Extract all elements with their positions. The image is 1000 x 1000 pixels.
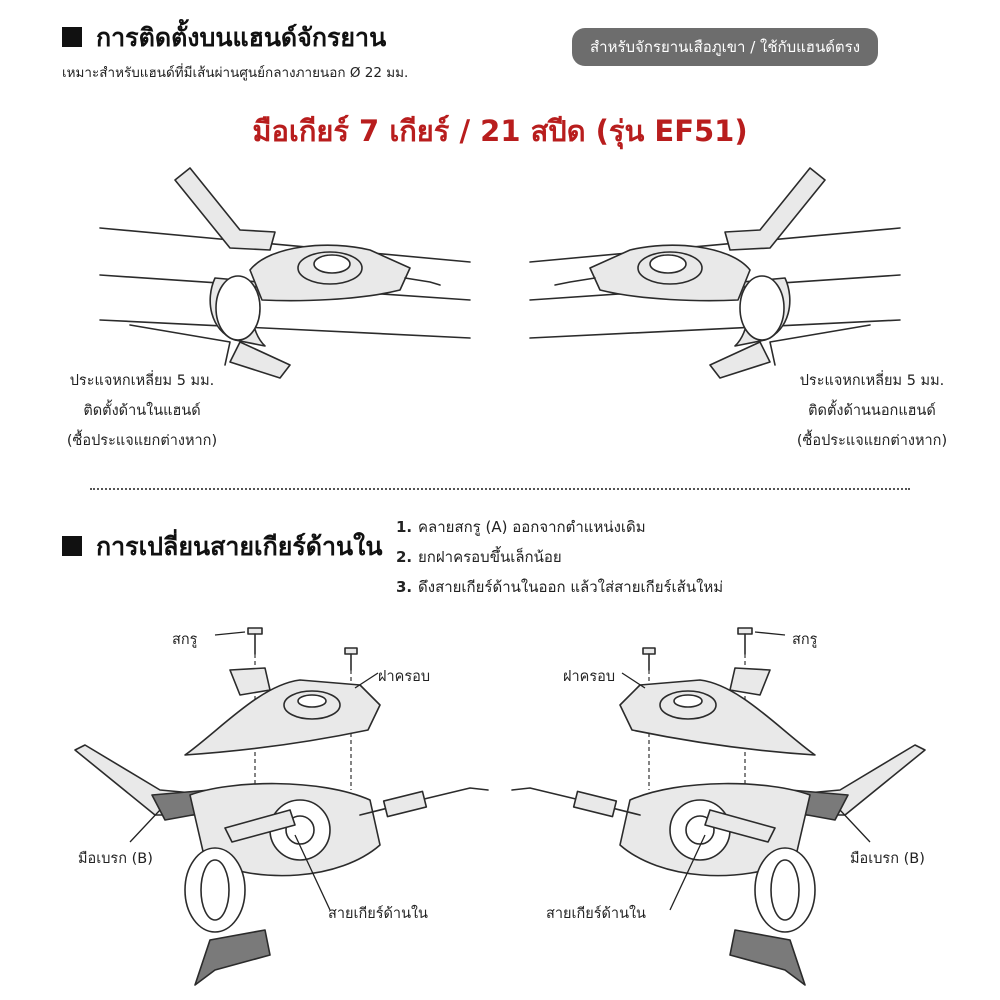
instruction-steps (396, 512, 723, 602)
product-title: มือเกียร์ 7 เกียร์ / 21 สปีด (รุ่น EF51) (252, 114, 748, 148)
section2-title (62, 527, 382, 567)
step-1 (396, 512, 723, 542)
step-2 (396, 542, 723, 572)
step-2-text: ยกฝาครอบขึ้นเล็กน้อย (418, 548, 562, 566)
left-mount-note (52, 366, 232, 456)
left-inner-cable-label: สายเกียร์ด้านใน (328, 906, 428, 922)
left-note-line-1: ประแจหกเหลี่ยม 5 มม. (69, 373, 215, 389)
right-mount-note (782, 366, 962, 456)
left-shifter-illustration (0, 150, 500, 380)
left-brake-lever-label: มือเบรก (B) (78, 851, 153, 867)
section2-title-text: การเปลี่ยนสายเกียร์ด้านใน (96, 532, 383, 561)
left-screw-label: สกรู (172, 632, 198, 648)
right-note-line-3: (ซื้อประแจแยกต่างหาก) (796, 433, 948, 449)
section1-subtitle: เหมาะสำหรับแฮนด์ที่มีเส้นผ่านศูนย์กลางภายนอก Ø 22 มม. (62, 65, 409, 81)
step-1-number: 1. (396, 518, 413, 536)
square-bullet-icon (62, 27, 82, 47)
square-bullet-icon (62, 536, 82, 556)
right-brake-lever-label: มือเบรก (B) (850, 851, 925, 867)
right-screw-label: สกรู (792, 632, 818, 648)
right-note-line-1: ประแจหกเหลี่ยม 5 มม. (799, 373, 945, 389)
right-note-line-2: ติดตั้งด้านนอกแฮนด์ (808, 403, 936, 419)
step-2-number: 2. (396, 548, 413, 566)
right-cover-label: ฝาครอบ (563, 669, 616, 685)
step-3-text: ดึงสายเกียร์ด้านในออก แล้วใส่สายเกียร์เส้นใหม่ (418, 578, 724, 596)
section-divider (90, 488, 910, 490)
section1-title (62, 18, 386, 58)
left-cover-label: ฝาครอบ (378, 669, 431, 685)
step-3 (396, 572, 723, 602)
section1-title-text: การติดตั้งบนแฮนด์จักรยาน (96, 23, 387, 52)
step-1-text: คลายสกรู (A) ออกจากตำแหน่งเดิม (418, 518, 646, 536)
usage-badge: สำหรับจักรยานเสือภูเขา / ใช้กับแฮนด์ตรง (572, 28, 878, 66)
screw-illustration (248, 628, 262, 634)
left-note-line-3: (ซื้อประแจแยกต่างหาก) (66, 433, 218, 449)
right-inner-cable-label: สายเกียร์ด้านใน (546, 906, 646, 922)
right-shifter-illustration (500, 150, 1000, 380)
left-note-line-2: ติดตั้งด้านในแฮนด์ (83, 403, 201, 419)
step-3-number: 3. (396, 578, 413, 596)
